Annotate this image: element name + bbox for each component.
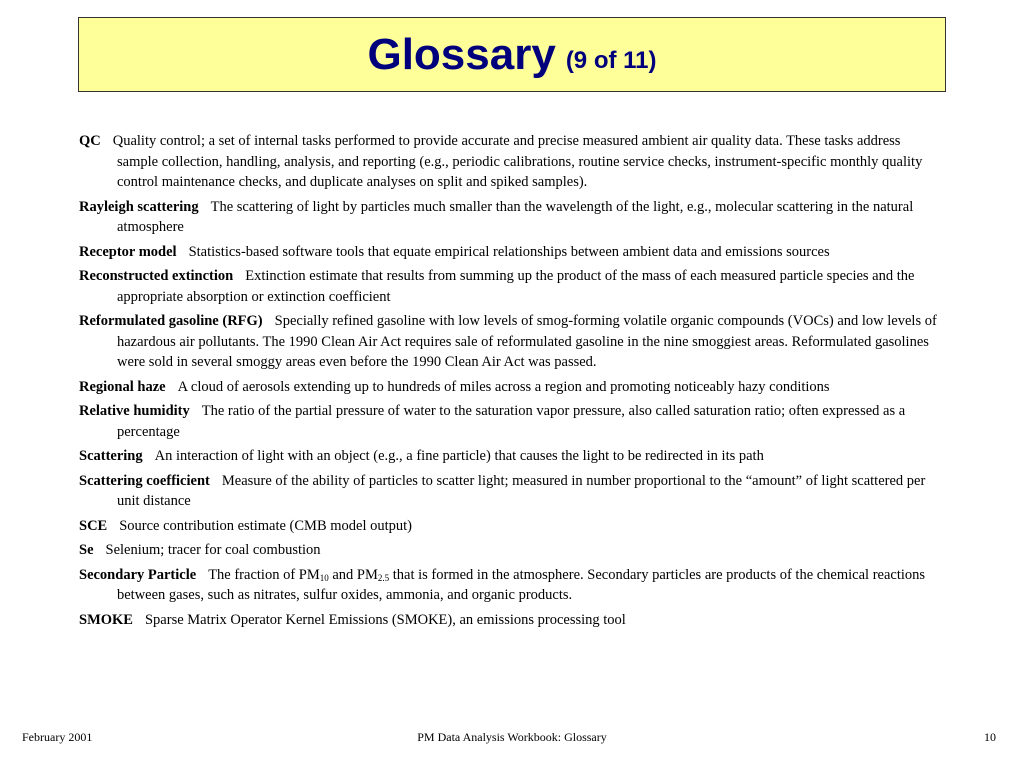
glossary-entry-receptor-model: [79, 242, 945, 263]
glossary-term: Secondary Particle: [79, 566, 197, 583]
glossary-term: Regional haze: [79, 378, 166, 395]
glossary-definition: Measure of the ability of particles to scatter light; measured in number proportional to the “amount” of light scattered per unit distance: [117, 472, 926, 509]
glossary-entry-se: [79, 540, 945, 561]
glossary-entry-reformulated-gasoline: [79, 311, 945, 373]
glossary-definition: An interaction of light with an object (e.g., a fine particle) that causes the light to be redirected in its path: [154, 448, 764, 464]
glossary-entry-secondary-particle: [79, 565, 945, 606]
glossary-entry-scattering-coefficient: [79, 471, 945, 512]
glossary-definition: Selenium; tracer for coal combustion: [105, 542, 321, 558]
glossary-list: [79, 131, 945, 634]
glossary-definition: Extinction estimate that results from summing up the product of the mass of each measured particle species and the appropriate absorption or extinction coefficient: [117, 268, 915, 305]
glossary-definition: Specially refined gasoline with low levels of smog-forming volatile organic compounds (VOCs) and low levels of hazardous air pollutants. The 1990 Clean Air Act requires sale of reformulated gasoline in the nine smoggiest areas. Reformulated gasolines were sold in several smoggy areas even before the 1990 Clean Air Act was passed.: [117, 313, 937, 370]
glossary-term: Se: [79, 542, 94, 558]
glossary-definition: Statistics-based software tools that equate empirical relationships between ambient data and emissions sources: [188, 243, 830, 260]
slide-title-box: [78, 17, 946, 92]
glossary-term: Reconstructed extinction: [79, 268, 234, 284]
footer-title: PM Data Analysis Workbook: Glossary: [417, 730, 607, 744]
glossary-entry-reconstructed-extinction: [79, 266, 945, 307]
slide-title: Glossary: [367, 29, 556, 79]
glossary-term: SMOKE: [79, 611, 133, 628]
glossary-entry-qc: [79, 131, 945, 193]
glossary-term: Scattering coefficient: [79, 472, 210, 489]
glossary-entry-sce: [79, 516, 945, 537]
glossary-entry-scattering: [79, 446, 945, 467]
glossary-term: Relative humidity: [79, 403, 190, 419]
glossary-term: QC: [79, 133, 101, 149]
glossary-term: Reformulated gasoline (RFG): [79, 313, 263, 329]
glossary-definition: The fraction of $PM_{10}$ and $PM_{2.5}$ that is formed in the atmosphere. Secondary particles are products of the chemical reactions between gases, such as nitrates, sulfur oxides, ammonia, and organic products.: [117, 566, 926, 603]
glossary-definition: A cloud of aerosols extending up to hundreds of miles across a region and promoting noticeably hazy conditions: [177, 378, 830, 395]
glossary-entry-smoke: [79, 610, 945, 631]
slide-subtitle: (9 of 11): [565, 46, 657, 74]
footer-page-number: 10: [984, 730, 996, 744]
glossary-definition: The scattering of light by particles much smaller than the wavelength of the light, e.g., molecular scattering in the natural atmosphere: [117, 198, 914, 235]
glossary-term: SCE: [79, 517, 108, 534]
glossary-definition: Sparse Matrix Operator Kernel Emissions (SMOKE), an emissions processing tool: [144, 611, 626, 628]
glossary-term: Scattering: [79, 448, 143, 464]
glossary-entry-rayleigh-scattering: [79, 197, 945, 238]
glossary-entry-regional-haze: [79, 377, 945, 398]
glossary-entry-relative-humidity: [79, 401, 945, 442]
glossary-definition: Source contribution estimate (CMB model output): [119, 517, 412, 534]
footer-date: February 2001: [22, 730, 93, 744]
glossary-term: Rayleigh scattering: [79, 198, 199, 215]
glossary-definition: Quality control; a set of internal tasks performed to provide accurate and precise measured ambient air quality data. These tasks address sample collection, handling, analysis, and reporting (e.g., periodic calibrations, routine service checks, instrument-specific monthly quality control maintenance checks, and duplicate analyses on split and spiked samples).: [112, 133, 923, 190]
glossary-definition: The ratio of the partial pressure of water to the saturation vapor pressure, also called saturation ratio; often expressed as a percentage: [117, 403, 906, 440]
glossary-term: Receptor model: [79, 243, 177, 260]
